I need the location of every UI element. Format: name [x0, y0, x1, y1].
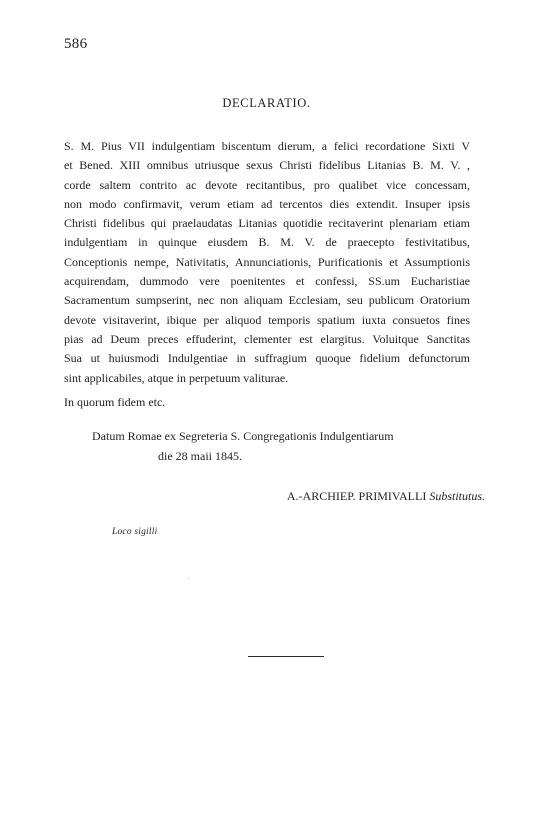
paragraph-line: Sua ut huiusmodi Indulgentiae in suffragium quoque fidelium defunctorum — [64, 351, 470, 366]
paragraph-line: Christi fidelibus qui praelaudatas Litanias quotidie recitaverint plenariam etiam — [64, 216, 470, 231]
paragraph-line: corde saltem contrito ac devote recitantibus, pro qualibet vice concessam, — [64, 177, 470, 192]
paragraph-line: indulgentiam in quinque eiusdem B. M. V. de praecepto festivitatibus, — [64, 235, 470, 250]
closing-formula: In quorum fidem etc. — [64, 395, 166, 409]
paragraph-line: Sacramentum sumpserint, nec non aliquam Ecclesiam, seu publicum Oratorium — [64, 293, 470, 308]
paragraph-line: acquirendam, dummodo vere poenitentes et confessi, SS.um Eucharistiae — [64, 274, 470, 289]
page-heading: DECLARATIO. — [222, 96, 311, 110]
paragraph-line: devote visitaverint, ibique per aliquod temporis spatium iuxta consuetos fines — [64, 312, 470, 327]
signature-title: Substitutus. — [429, 489, 485, 503]
paragraph-line: Conceptionis nempe, Nativitatis, Annunciationis, Purificationis et Assumptionis — [64, 254, 470, 269]
paragraph-line: et Bened. XIII omnibus utriusque sexus Christi fidelibus Litanias B. M. V. , — [64, 158, 470, 173]
paragraph-line: pias ad Deum preces effuderint, clementer est elargitus. Voluitque Sanctitas — [64, 331, 470, 346]
paper-speck — [188, 578, 189, 579]
datum-line: Datum Romae ex Segreteria S. Congregationis Indulgentiarum — [92, 429, 394, 443]
paragraph-line: non modo confirmavit, verum etiam ad tercentos dies extendit. Insuper ipsis — [64, 196, 470, 211]
paragraph-line: S. M. Pius VII indulgentiam biscentum dierum, a felici recordatione Sixti V — [64, 139, 470, 153]
seal-note: Loco sigilli — [112, 527, 158, 537]
signature-name: A.-ARCHIEP. PRIMIVALLI — [286, 489, 427, 503]
paragraph-line: sint applicabiles, atque in perpetuum valiturae. — [64, 370, 289, 385]
page-number: 586 — [64, 36, 88, 52]
date-line: die 28 maii 1845. — [158, 449, 242, 463]
signature — [287, 487, 485, 506]
closing-rule — [248, 656, 324, 657]
declaration-paragraph — [64, 137, 470, 388]
